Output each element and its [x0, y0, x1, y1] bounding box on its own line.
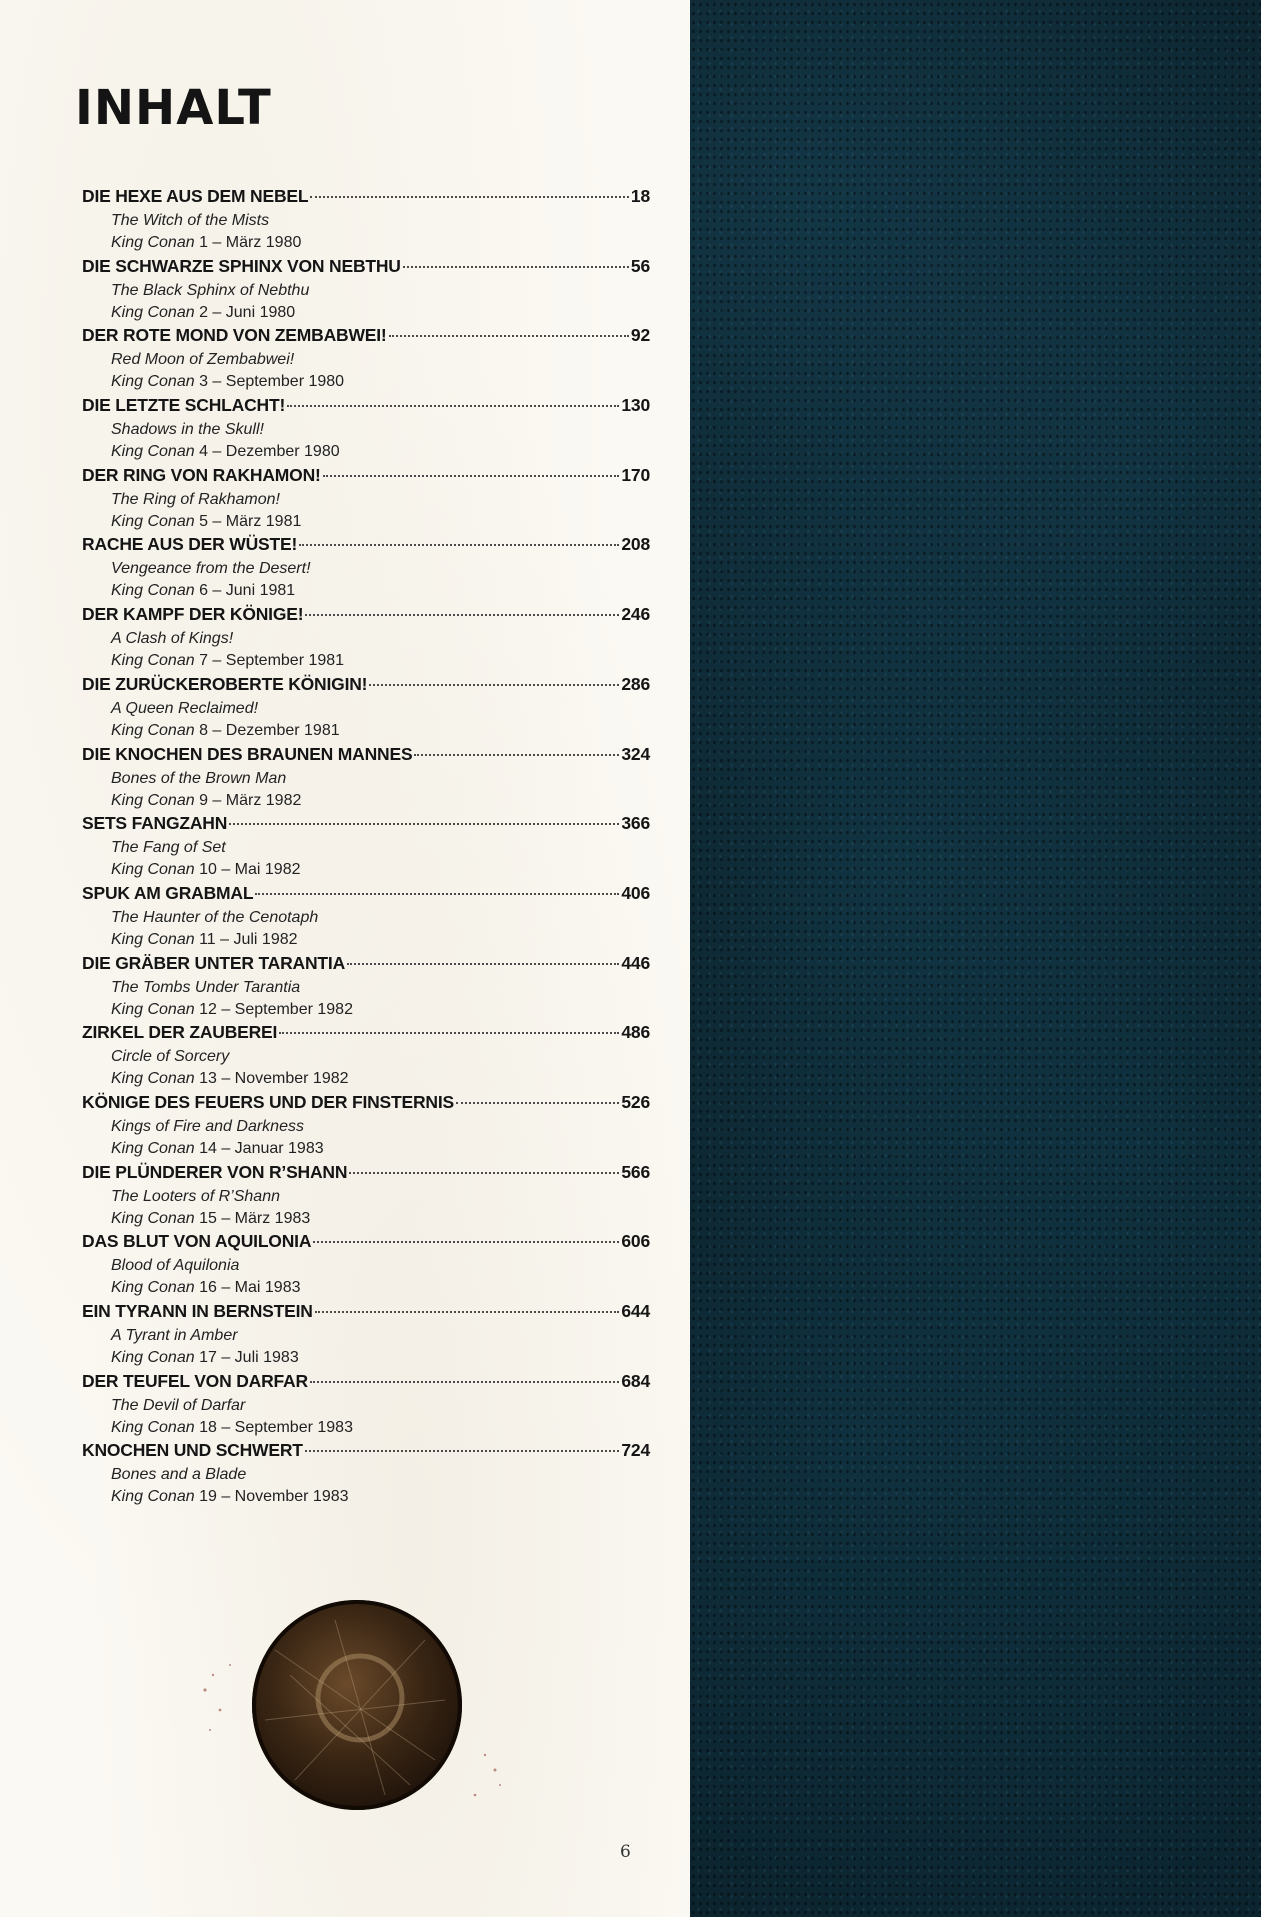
- dot-leader: [315, 1310, 620, 1313]
- toc-entry-heading: [82, 1022, 650, 1046]
- shield-emblem-icon: [195, 1580, 520, 1820]
- toc-entry-issue-date: 16 – Mai 1983: [199, 1279, 301, 1297]
- toc-entry-heading: [82, 1301, 650, 1325]
- toc-entry: [82, 604, 650, 674]
- dot-leader: [349, 1171, 619, 1174]
- toc-entry-heading: [82, 1092, 650, 1116]
- toc-entry-issue: [82, 232, 650, 254]
- dot-leader: [403, 265, 629, 268]
- toc-entry-title: SPUK AM GRABMAL: [82, 882, 254, 903]
- table-of-contents: [82, 186, 650, 1510]
- toc-entry-page: 286: [621, 673, 650, 694]
- toc-entry: [82, 534, 650, 604]
- dot-leader: [305, 1449, 620, 1452]
- toc-entry-original-title: Blood of Aquilonia: [111, 1257, 240, 1275]
- toc-entry-title: RACHE AUS DER WÜSTE!: [82, 534, 298, 555]
- toc-entry-issue-date: 19 – November 1983: [199, 1488, 349, 1506]
- toc-entry-heading: [82, 744, 650, 768]
- toc-entry-page: 366: [621, 813, 650, 834]
- toc-entry-issue: [82, 371, 650, 393]
- toc-entry-original-title: Shadows in the Skull!: [111, 421, 264, 439]
- toc-entry: [82, 1301, 650, 1371]
- toc-entry-issue-date: 12 – September 1982: [199, 1000, 353, 1018]
- toc-entry-title: DIE HEXE AUS DEM NEBEL: [82, 186, 309, 206]
- toc-entry-title: SETS FANGZAHN: [82, 813, 228, 834]
- toc-entry-original-title: The Tombs Under Tarantia: [111, 978, 301, 996]
- toc-entry-original-title: The Devil of Darfar: [111, 1396, 246, 1414]
- toc-entry-original-title: A Clash of Kings!: [111, 630, 234, 648]
- dot-leader: [299, 543, 619, 546]
- toc-entry-original-title: The Fang of Set: [111, 839, 226, 857]
- toc-entry-title: ZIRKEL DER ZAUBEREI: [82, 1022, 278, 1043]
- toc-entry-heading: [82, 534, 650, 558]
- toc-entry-original-title: Red Moon of Zembabwei!: [111, 351, 295, 369]
- dot-leader: [310, 1380, 619, 1383]
- toc-entry-page: 208: [621, 534, 650, 555]
- toc-entry-original-title: Bones and a Blade: [111, 1466, 247, 1484]
- toc-entry-issue-date: 7 – September 1981: [199, 652, 345, 670]
- page-number: 6: [620, 1842, 631, 1862]
- dot-leader: [305, 613, 619, 616]
- toc-entry-title: DER RING VON RAKHAMON!: [82, 464, 321, 485]
- toc-entry-heading: [82, 1440, 650, 1464]
- toc-entry-series: King Conan: [111, 1070, 195, 1088]
- dot-leader: [313, 1240, 619, 1243]
- toc-entry-title: KÖNIGE DES FEUERS UND DER FINSTERNIS: [82, 1091, 455, 1112]
- toc-entry-title: EIN TYRANN IN BERNSTEIN: [82, 1301, 313, 1321]
- toc-entry-original-title: Kings of Fire and Darkness: [111, 1117, 304, 1135]
- toc-entry-series: King Conan: [111, 443, 195, 461]
- toc-entry-page: 644: [621, 1301, 650, 1321]
- dot-leader: [456, 1101, 619, 1104]
- toc-entry-issue-date: 10 – Mai 1982: [199, 861, 301, 879]
- toc-entry-issue-date: 15 – März 1983: [199, 1209, 311, 1227]
- toc-entry-title: DAS BLUT VON AQUILONIA: [82, 1231, 312, 1252]
- toc-entry-issue: [82, 929, 650, 951]
- toc-entry-series: King Conan: [111, 303, 195, 321]
- toc-entry-page: 56: [630, 255, 650, 276]
- toc-entry-page: 18: [630, 186, 650, 206]
- toc-entry-issue-date: 2 – Juni 1980: [199, 303, 296, 321]
- toc-entry-original-title: The Haunter of the Cenotaph: [111, 908, 319, 926]
- toc-entry-issue: [82, 650, 650, 672]
- toc-entry-issue-date: 8 – Dezember 1981: [199, 721, 340, 739]
- toc-entry-original-title: Bones of the Brown Man: [111, 769, 287, 787]
- toc-entry: [82, 744, 650, 814]
- dark-texture-panel: [690, 0, 1261, 1917]
- toc-entry-series: King Conan: [111, 861, 195, 879]
- toc-entry-issue-date: 6 – Juni 1981: [199, 582, 296, 600]
- toc-entry-heading: [82, 674, 650, 698]
- toc-entry-issue-date: 11 – Juli 1982: [199, 930, 298, 948]
- toc-entry-page: 526: [621, 1091, 650, 1112]
- toc-entry-issue: [82, 511, 650, 533]
- toc-entry-series: King Conan: [111, 1209, 195, 1227]
- toc-entry-issue-date: 18 – September 1983: [199, 1418, 353, 1436]
- toc-entry: [82, 1231, 650, 1301]
- toc-entry-heading: [82, 883, 650, 907]
- toc-entry-heading: [82, 1231, 650, 1255]
- toc-entry-series: King Conan: [111, 791, 195, 809]
- toc-entry-original-title: The Looters of R’Shann: [111, 1187, 280, 1205]
- toc-entry-page: 566: [621, 1161, 650, 1182]
- toc-entry-title: DIE LETZTE SCHLACHT!: [82, 395, 286, 416]
- toc-entry: [82, 1371, 650, 1441]
- toc-entry-heading: [82, 325, 650, 349]
- toc-entry-heading: [82, 186, 650, 210]
- toc-entry-title: DIE GRÄBER UNTER TARANTIA: [82, 952, 346, 973]
- toc-entry-title: DIE KNOCHEN DES BRAUNEN MANNES: [82, 743, 413, 764]
- toc-entry-issue: [82, 1417, 650, 1439]
- toc-entry-series: King Conan: [111, 582, 195, 600]
- toc-entry-original-title: The Ring of Rakhamon!: [111, 490, 280, 508]
- page-title: INHALT: [75, 80, 272, 136]
- toc-entry-issue: [82, 441, 650, 463]
- toc-entry-issue: [82, 1347, 650, 1369]
- toc-entry-issue: [82, 720, 650, 742]
- toc-entry-issue-date: 9 – März 1982: [199, 791, 302, 809]
- toc-entry-original-title: A Tyrant in Amber: [111, 1327, 238, 1344]
- toc-entry-page: 684: [621, 1370, 650, 1391]
- toc-entry: [82, 1022, 650, 1092]
- toc-entry-title: DER TEUFEL VON DARFAR: [82, 1370, 308, 1391]
- toc-entry-issue-date: 3 – September 1980: [199, 373, 345, 391]
- dot-leader: [369, 683, 619, 686]
- toc-entry-page: 324: [621, 743, 650, 764]
- toc-entry-issue: [82, 1138, 650, 1160]
- toc-entry-issue: [82, 1208, 650, 1230]
- toc-entry: [82, 186, 650, 256]
- toc-entry: [82, 256, 650, 326]
- toc-entry-issue: [82, 580, 650, 602]
- toc-entry-issue-date: 17 – Juli 1983: [199, 1349, 299, 1366]
- toc-entry-title: KNOCHEN UND SCHWERT: [82, 1440, 303, 1461]
- toc-entry-page: 246: [621, 604, 650, 625]
- toc-entry: [82, 465, 650, 535]
- toc-entry-series: King Conan: [111, 1139, 195, 1157]
- toc-entry-issue: [82, 1068, 650, 1090]
- toc-entry-series: King Conan: [111, 512, 195, 530]
- dot-leader: [279, 1031, 619, 1034]
- toc-entry-series: King Conan: [111, 1000, 195, 1018]
- toc-entry-series: King Conan: [111, 721, 195, 739]
- toc-entry-issue: [82, 302, 650, 324]
- toc-entry-issue: [82, 790, 650, 812]
- toc-entry-series: King Conan: [111, 1349, 195, 1366]
- toc-entry-page: 170: [621, 464, 650, 485]
- toc-entry-page: 724: [621, 1440, 650, 1461]
- toc-entry-issue-date: 14 – Januar 1983: [199, 1139, 324, 1157]
- toc-entry: [82, 813, 650, 883]
- toc-entry-series: King Conan: [111, 1418, 195, 1436]
- toc-entry-heading: [82, 604, 650, 628]
- toc-entry-issue-date: 5 – März 1981: [199, 512, 302, 530]
- toc-entry-original-title: The Black Sphinx of Nebthu: [111, 281, 310, 299]
- toc-entry-page: 92: [630, 325, 650, 346]
- dot-leader: [323, 474, 620, 477]
- toc-entry-issue-date: 4 – Dezember 1980: [199, 443, 340, 461]
- toc-entry-issue: [82, 1277, 650, 1299]
- toc-entry-page: 606: [621, 1231, 650, 1252]
- toc-entry-series: King Conan: [111, 930, 195, 948]
- toc-entry: [82, 325, 650, 395]
- toc-entry-series: King Conan: [111, 373, 195, 391]
- toc-entry-page: 486: [621, 1022, 650, 1043]
- dot-leader: [389, 334, 629, 337]
- toc-entry-heading: [82, 813, 650, 837]
- toc-entry: [82, 1440, 650, 1510]
- toc-entry-issue: [82, 999, 650, 1021]
- toc-entry-original-title: A Queen Reclaimed!: [111, 699, 259, 717]
- toc-entry-title: DIE ZURÜCKEROBERTE KÖNIGIN!: [82, 673, 368, 694]
- toc-entry: [82, 883, 650, 953]
- toc-entry: [82, 395, 650, 465]
- toc-entry-page: 130: [621, 395, 650, 416]
- dot-leader: [414, 753, 619, 756]
- toc-entry-heading: [82, 256, 650, 280]
- dot-leader: [287, 404, 619, 407]
- toc-entry-page: 406: [621, 882, 650, 903]
- toc-entry-heading: [82, 953, 650, 977]
- toc-entry-title: DER ROTE MOND VON ZEMBABWEI!: [82, 325, 387, 346]
- toc-entry-original-title: Vengeance from the Desert!: [111, 560, 311, 578]
- dot-leader: [310, 195, 629, 198]
- toc-entry-heading: [82, 1371, 650, 1395]
- dot-leader: [229, 822, 619, 825]
- toc-entry: [82, 953, 650, 1023]
- toc-entry: [82, 1162, 650, 1232]
- dot-leader: [347, 962, 619, 965]
- toc-entry-title: DER KAMPF DER KÖNIGE!: [82, 604, 304, 625]
- toc-entry: [82, 674, 650, 744]
- toc-entry-series: King Conan: [111, 234, 195, 251]
- toc-entry-title: DIE PLÜNDERER VON R’SHANN: [82, 1161, 348, 1182]
- toc-entry: [82, 1092, 650, 1162]
- toc-entry-original-title: The Witch of the Mists: [111, 212, 270, 229]
- toc-entry-heading: [82, 1162, 650, 1186]
- toc-entry-series: King Conan: [111, 1279, 195, 1297]
- toc-entry-heading: [82, 465, 650, 489]
- texture-speckle: [690, 0, 1261, 1917]
- toc-entry-page: 446: [621, 952, 650, 973]
- toc-entry-series: King Conan: [111, 1488, 195, 1506]
- toc-entry-issue: [82, 1486, 650, 1508]
- toc-entry-title: DIE SCHWARZE SPHINX VON NEBTHU: [82, 255, 401, 276]
- toc-entry-original-title: Circle of Sorcery: [111, 1048, 230, 1066]
- toc-entry-series: King Conan: [111, 652, 195, 670]
- dot-leader: [255, 892, 619, 895]
- toc-entry-heading: [82, 395, 650, 419]
- toc-entry-issue-date: 13 – November 1982: [199, 1070, 349, 1088]
- toc-entry-issue: [82, 859, 650, 881]
- toc-entry-issue-date: 1 – März 1980: [199, 234, 302, 251]
